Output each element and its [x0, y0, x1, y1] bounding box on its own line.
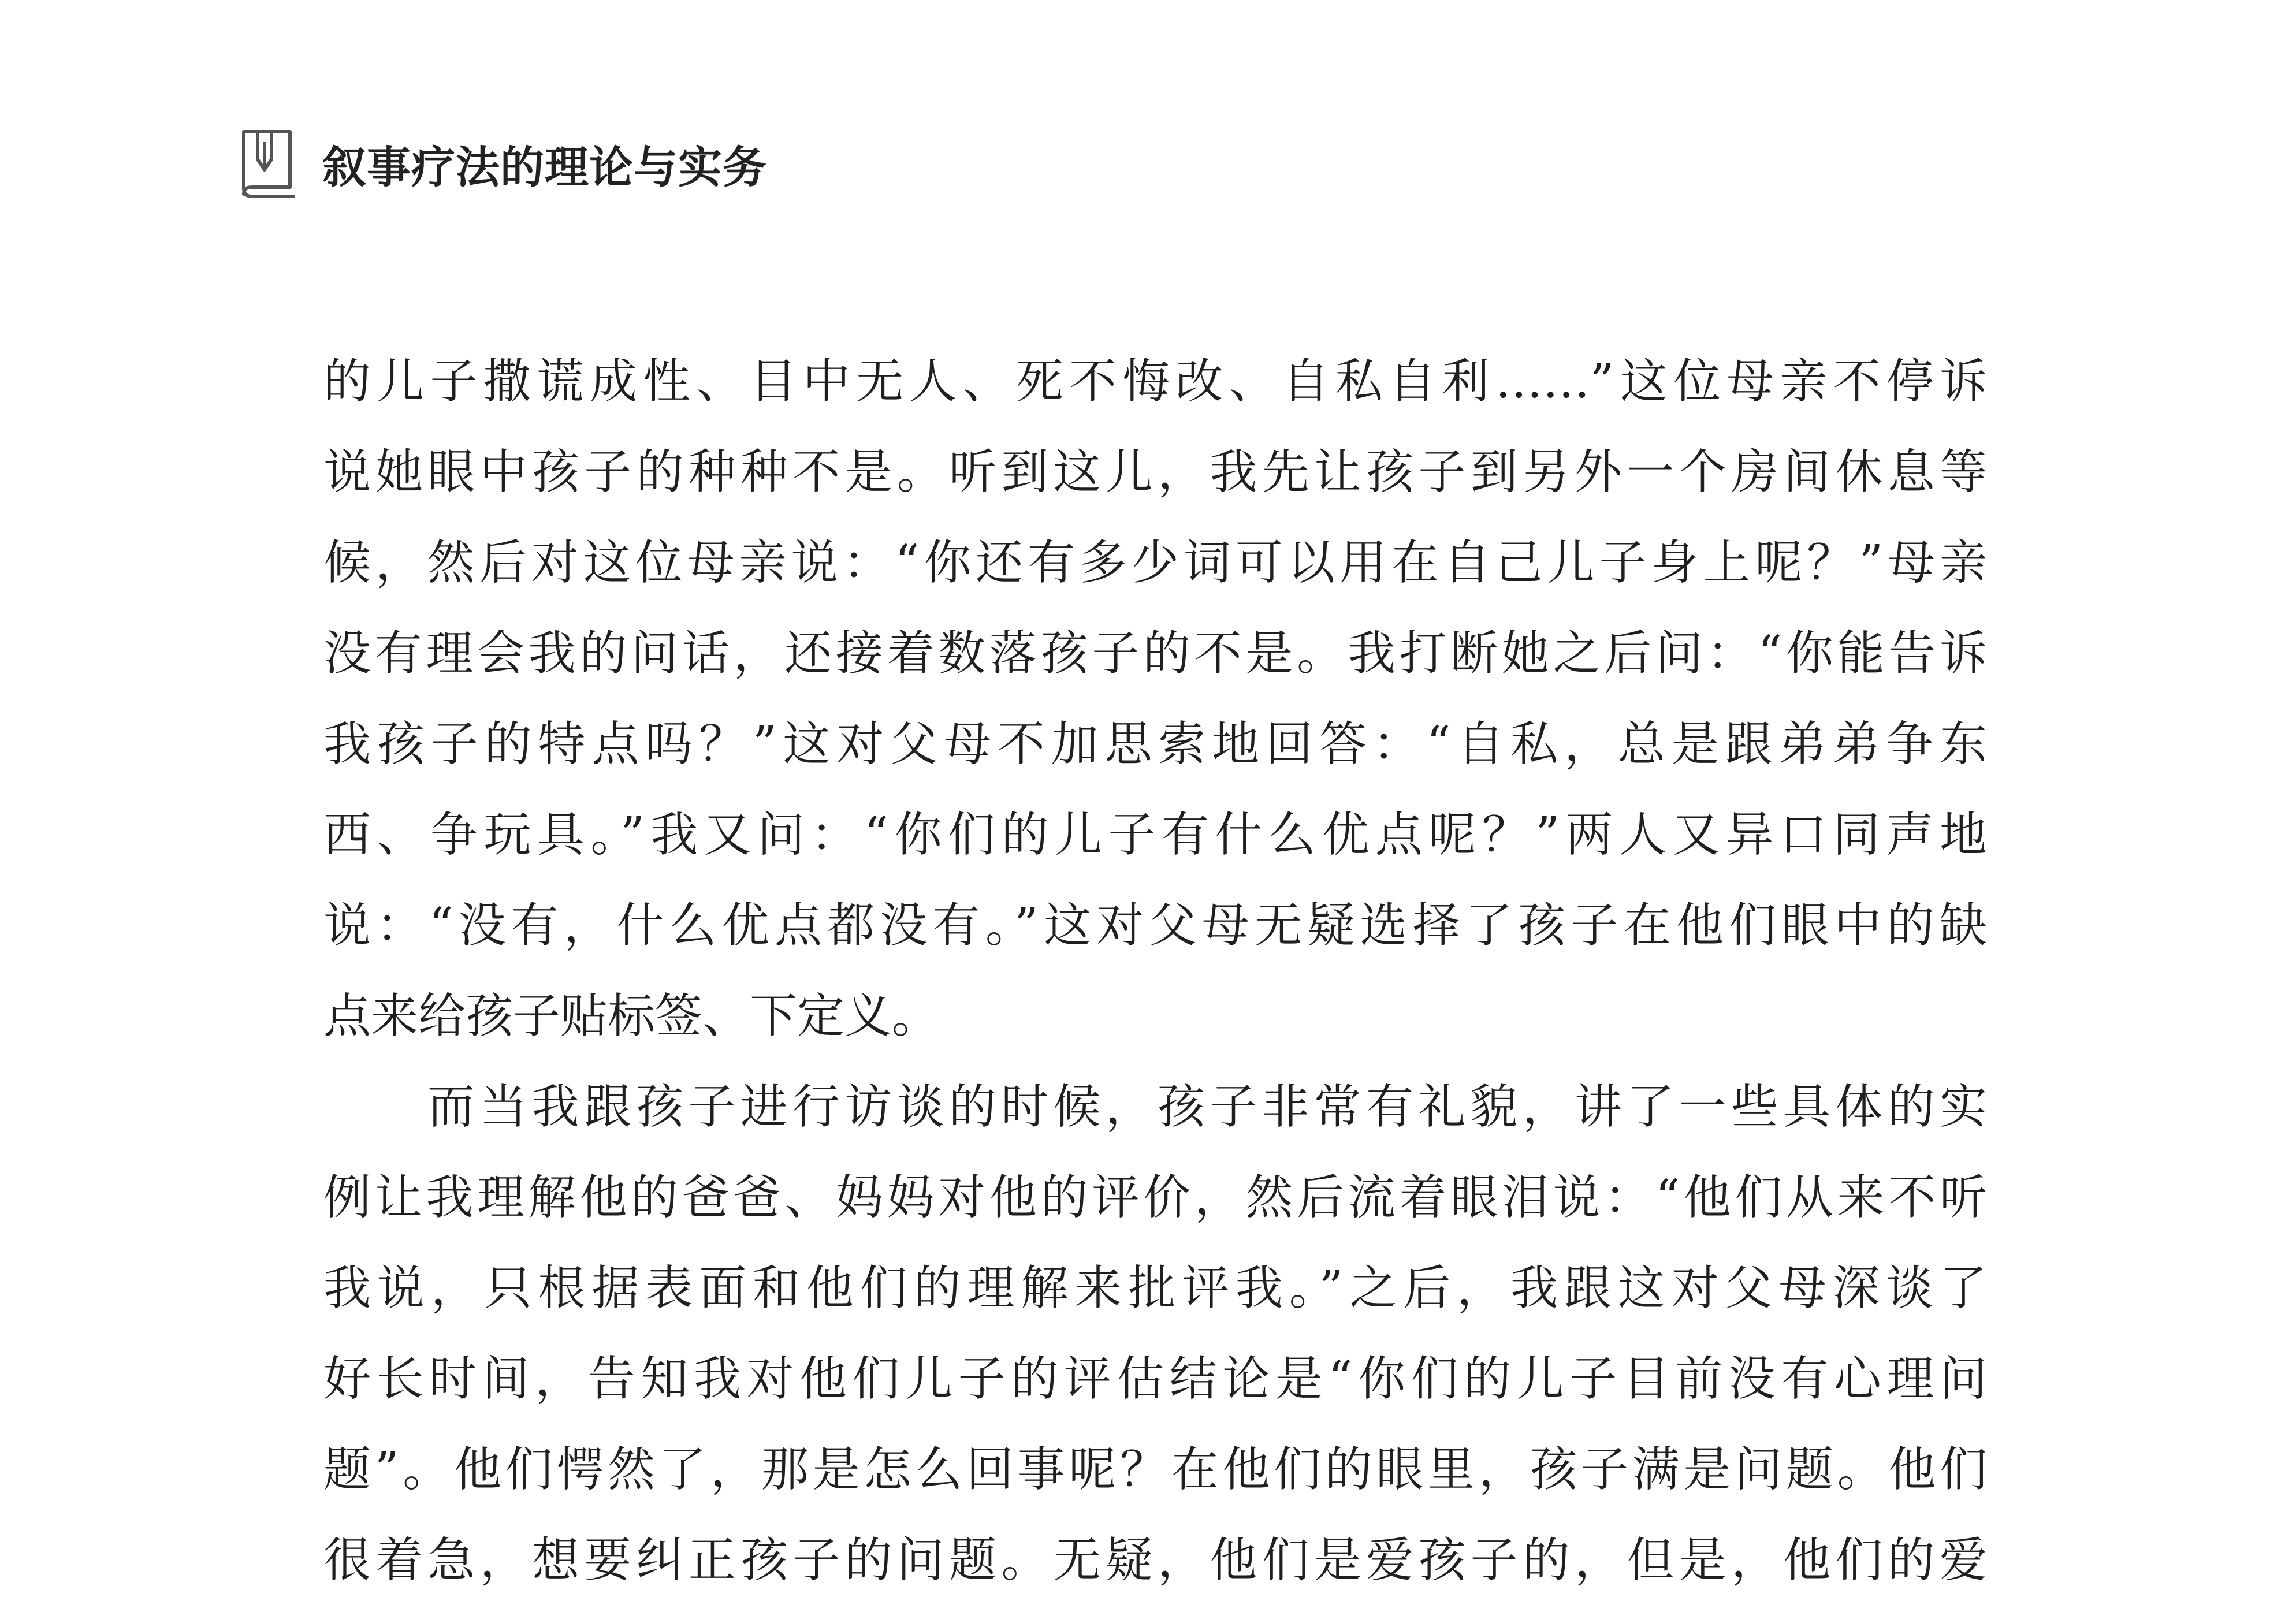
text-line: 西、争玩具。”我又问：“你们的儿子有什么优点呢？”两人又异口同声地 — [323, 807, 1987, 862]
body-text — [323, 336, 1987, 1612]
text-line: 好长时间，告知我对他们儿子的评估结论是“你们的儿子目前没有心理问 — [323, 1352, 1987, 1406]
text-line: 点来给孩子贴标签、下定义。 — [323, 989, 940, 1044]
text-line: 的儿子撒谎成性、目中无人、死不悔改、自私自利……”这位母亲不停诉 — [323, 354, 1987, 409]
book-pen-icon — [238, 126, 297, 201]
text-line: 说她眼中孩子的种种不是。听到这儿，我先让孩子到另外一个房间休息等 — [323, 445, 1987, 500]
text-line: 说：“没有，什么优点都没有。”这对父母无疑选择了孩子在他们眼中的缺 — [323, 898, 1987, 953]
text-line: 候，然后对这位母亲说：“你还有多少词可以用在自己儿子身上呢？”母亲 — [323, 535, 1987, 590]
text-line: 我说，只根据表面和他们的理解来批评我。”之后，我跟这对父母深谈了 — [323, 1261, 1987, 1316]
book-title: 叙事疗法的理论与实务 — [322, 141, 767, 193]
text-line: 我孩子的特点吗？”这对父母不加思索地回答：“自私，总是跟弟弟争东 — [323, 717, 1987, 772]
text-line: 没有理会我的问话，还接着数落孩子的不是。我打断她之后问：“你能告诉 — [323, 626, 1987, 681]
text-line: 题”。他们愕然了，那是怎么回事呢？在他们的眼里，孩子满是问题。他们 — [323, 1442, 1987, 1497]
paragraph-start-line: 而当我跟孩子进行访谈的时候，孩子非常有礼貌，讲了一些具体的实 — [427, 1079, 1987, 1134]
text-line: 例让我理解他的爸爸、妈妈对他的评价，然后流着眼泪说：“他们从来不听 — [323, 1170, 1987, 1225]
text-line: 很着急，想要纠正孩子的问题。无疑，他们是爱孩子的，但是，他们的爱 — [323, 1533, 1987, 1588]
running-head — [238, 126, 767, 201]
